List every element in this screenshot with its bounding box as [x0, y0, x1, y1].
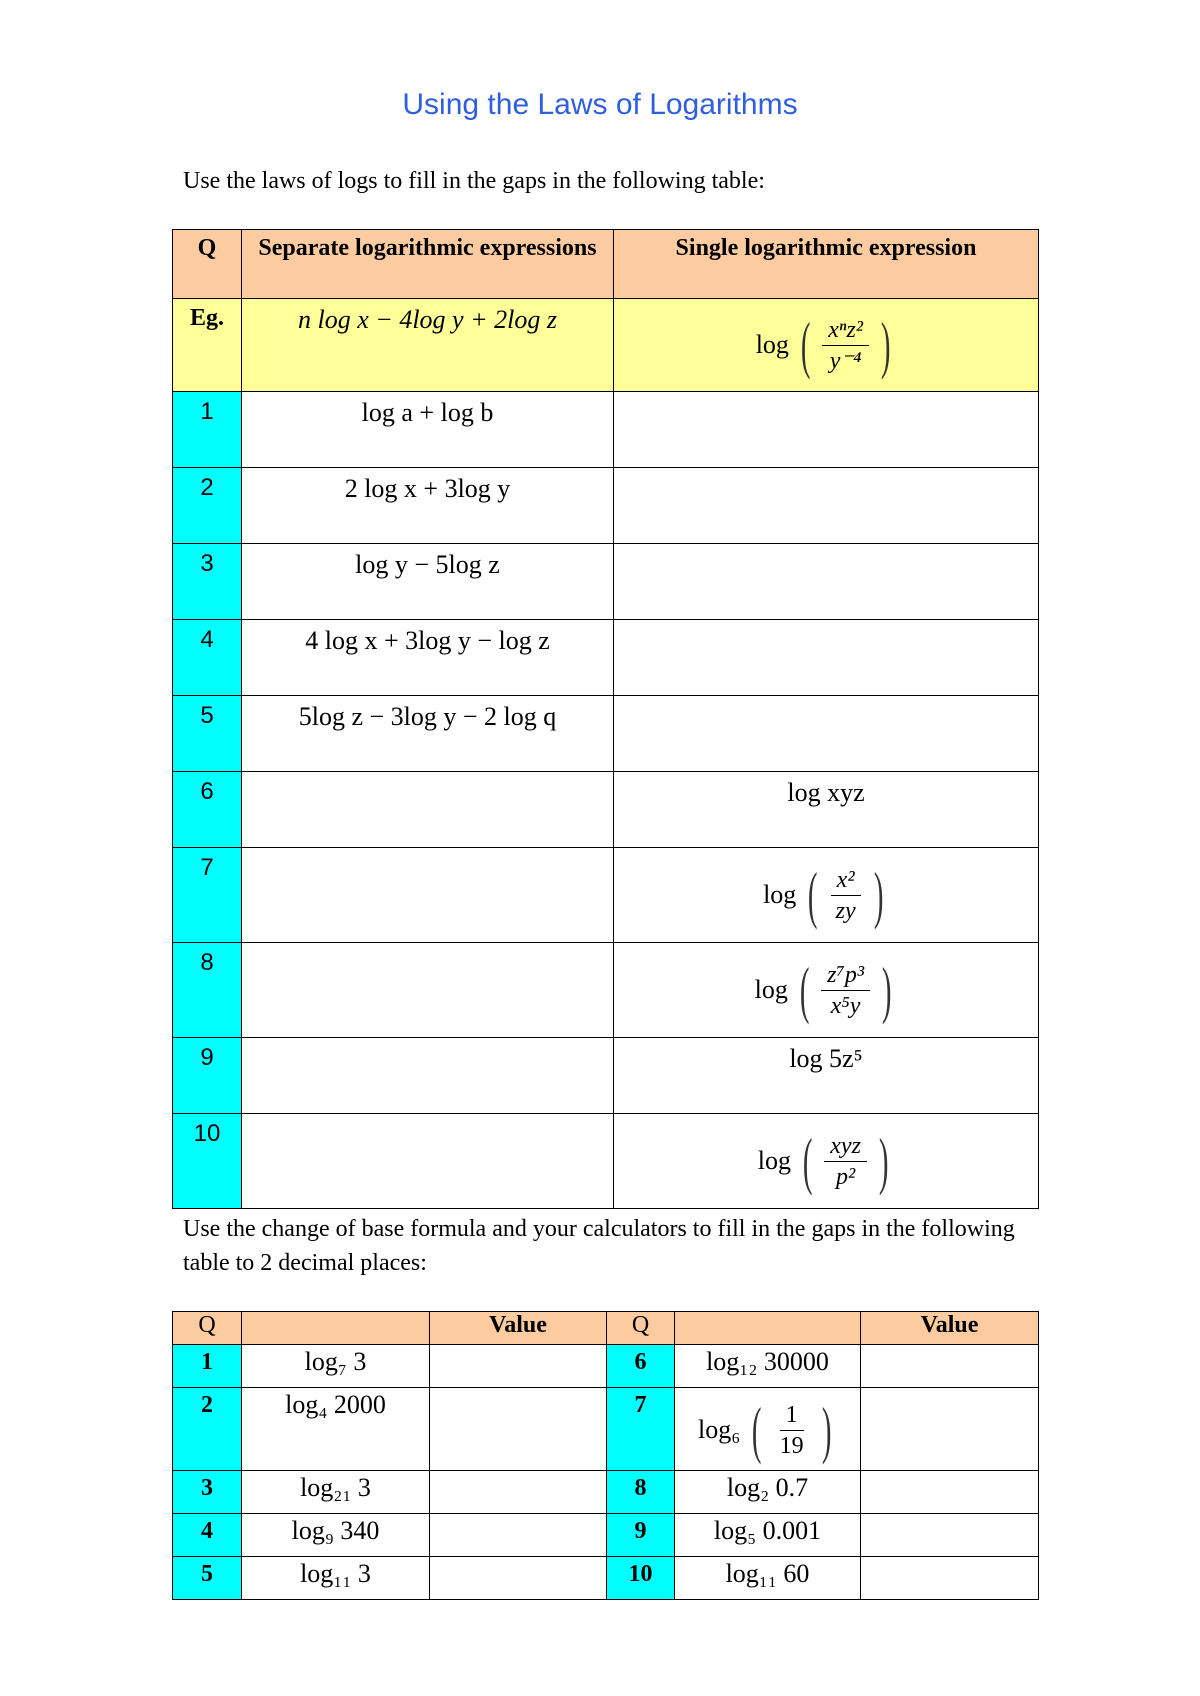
log-expression: log₅ 0.001 — [675, 1514, 861, 1557]
table-row — [173, 544, 1039, 620]
change-of-base-table — [172, 1311, 1039, 1600]
q-number: 10 — [173, 1114, 242, 1209]
log-expression: log₆ ( $\frac{1}{19}$ ) — [675, 1388, 861, 1471]
table-row — [173, 1388, 1039, 1471]
header-q: Q — [173, 1312, 242, 1345]
table-row — [173, 848, 1039, 943]
value-cell[interactable] — [430, 1557, 607, 1600]
single-expression: log ( $\frac{\text{z⁷p³}}{\text{x⁵y}}$ ) — [614, 943, 1039, 1038]
q-number: 3 — [173, 544, 242, 620]
q-number: 10 — [607, 1557, 675, 1600]
table-row — [173, 1345, 1039, 1388]
q-number: 7 — [607, 1388, 675, 1471]
value-cell[interactable] — [430, 1388, 607, 1471]
q-number: 8 — [607, 1471, 675, 1514]
log-expression: log₁₁ 3 — [242, 1557, 430, 1600]
table-row — [173, 392, 1039, 468]
q-number: 6 — [173, 772, 242, 848]
answer-cell[interactable] — [242, 848, 614, 943]
answer-cell[interactable] — [614, 696, 1039, 772]
example-label: Eg. — [173, 299, 242, 392]
header-q: Q — [607, 1312, 675, 1345]
laws-table — [172, 229, 1039, 1209]
table-row — [173, 1514, 1039, 1557]
log-expression: log₇ 3 — [242, 1345, 430, 1388]
value-cell[interactable] — [861, 1557, 1039, 1600]
answer-cell[interactable] — [242, 772, 614, 848]
value-cell[interactable] — [430, 1514, 607, 1557]
q-number: 1 — [173, 1345, 242, 1388]
q-number: 8 — [173, 943, 242, 1038]
instruction-change-of-base: Use the change of base formula and your calculators to fill in the gaps in the following table to 2 decimal places: — [183, 1216, 1015, 1276]
example-separate: n log x − 4log y + 2log z — [242, 299, 614, 392]
header-value: Value — [430, 1312, 607, 1345]
table-row — [173, 1471, 1039, 1514]
q-number: 5 — [173, 696, 242, 772]
table-row — [173, 1038, 1039, 1114]
separate-expression: 4 log x + 3log y − log z — [242, 620, 614, 696]
value-cell[interactable] — [861, 1471, 1039, 1514]
single-expression: log xyz — [614, 772, 1039, 848]
q-number: 2 — [173, 468, 242, 544]
separate-expression: 2 log x + 3log y — [242, 468, 614, 544]
log-expression: log₁₁ 60 — [675, 1557, 861, 1600]
table-header-row — [173, 230, 1039, 299]
single-expression: log ( $\frac{\text{x²}}{zy}$ ) — [614, 848, 1039, 943]
answer-cell[interactable] — [614, 620, 1039, 696]
single-expression: log 5z⁵ — [614, 1038, 1039, 1114]
q-number: 2 — [173, 1388, 242, 1471]
table-row — [173, 620, 1039, 696]
answer-cell[interactable] — [614, 392, 1039, 468]
example-row — [173, 299, 1039, 392]
table-row — [173, 468, 1039, 544]
answer-cell[interactable] — [242, 1038, 614, 1114]
value-cell[interactable] — [861, 1514, 1039, 1557]
header-expression — [675, 1312, 861, 1345]
log-expression: log₂₁ 3 — [242, 1471, 430, 1514]
q-number: 5 — [173, 1557, 242, 1600]
value-cell[interactable] — [430, 1345, 607, 1388]
table-row — [173, 696, 1039, 772]
example-single: log ( $\frac{\text{xⁿz²}}{\text{y⁻⁴}}$ ) — [614, 299, 1039, 392]
separate-expression: log a + log b — [242, 392, 614, 468]
q-number: 4 — [173, 620, 242, 696]
q-number: 9 — [607, 1514, 675, 1557]
table-header-row — [173, 1312, 1039, 1345]
header-separate: Separate logarithmic expressions — [242, 230, 614, 299]
table-row — [173, 1114, 1039, 1209]
q-number: 3 — [173, 1471, 242, 1514]
table-row — [173, 772, 1039, 848]
q-number: 6 — [607, 1345, 675, 1388]
table-row — [173, 943, 1039, 1038]
header-q: Q — [173, 230, 242, 299]
header-expression — [242, 1312, 430, 1345]
separate-expression: 5log z − 3log y − 2 log q — [242, 696, 614, 772]
header-value: Value — [861, 1312, 1039, 1345]
separate-expression: log y − 5log z — [242, 544, 614, 620]
answer-cell[interactable] — [614, 468, 1039, 544]
answer-cell[interactable] — [242, 943, 614, 1038]
header-single: Single logarithmic expression — [614, 230, 1039, 299]
q-number: 9 — [173, 1038, 242, 1114]
value-cell[interactable] — [861, 1388, 1039, 1471]
log-expression: log₂ 0.7 — [675, 1471, 861, 1514]
page-title: Using the Laws of Logarithms — [402, 88, 798, 121]
log-expression: log₁₂ 30000 — [675, 1345, 861, 1388]
q-number: 1 — [173, 392, 242, 468]
log-expression: log₉ 340 — [242, 1514, 430, 1557]
table-row — [173, 1557, 1039, 1600]
value-cell[interactable] — [430, 1471, 607, 1514]
single-expression: log ( $\frac{\text{xyz}}{\text{p²}}$ ) — [614, 1114, 1039, 1209]
log-expression: log₄ 2000 — [242, 1388, 430, 1471]
instruction-laws: Use the laws of logs to fill in the gaps in the following table: — [183, 168, 765, 194]
q-number: 7 — [173, 848, 242, 943]
value-cell[interactable] — [861, 1345, 1039, 1388]
answer-cell[interactable] — [614, 544, 1039, 620]
q-number: 4 — [173, 1514, 242, 1557]
answer-cell[interactable] — [242, 1114, 614, 1209]
